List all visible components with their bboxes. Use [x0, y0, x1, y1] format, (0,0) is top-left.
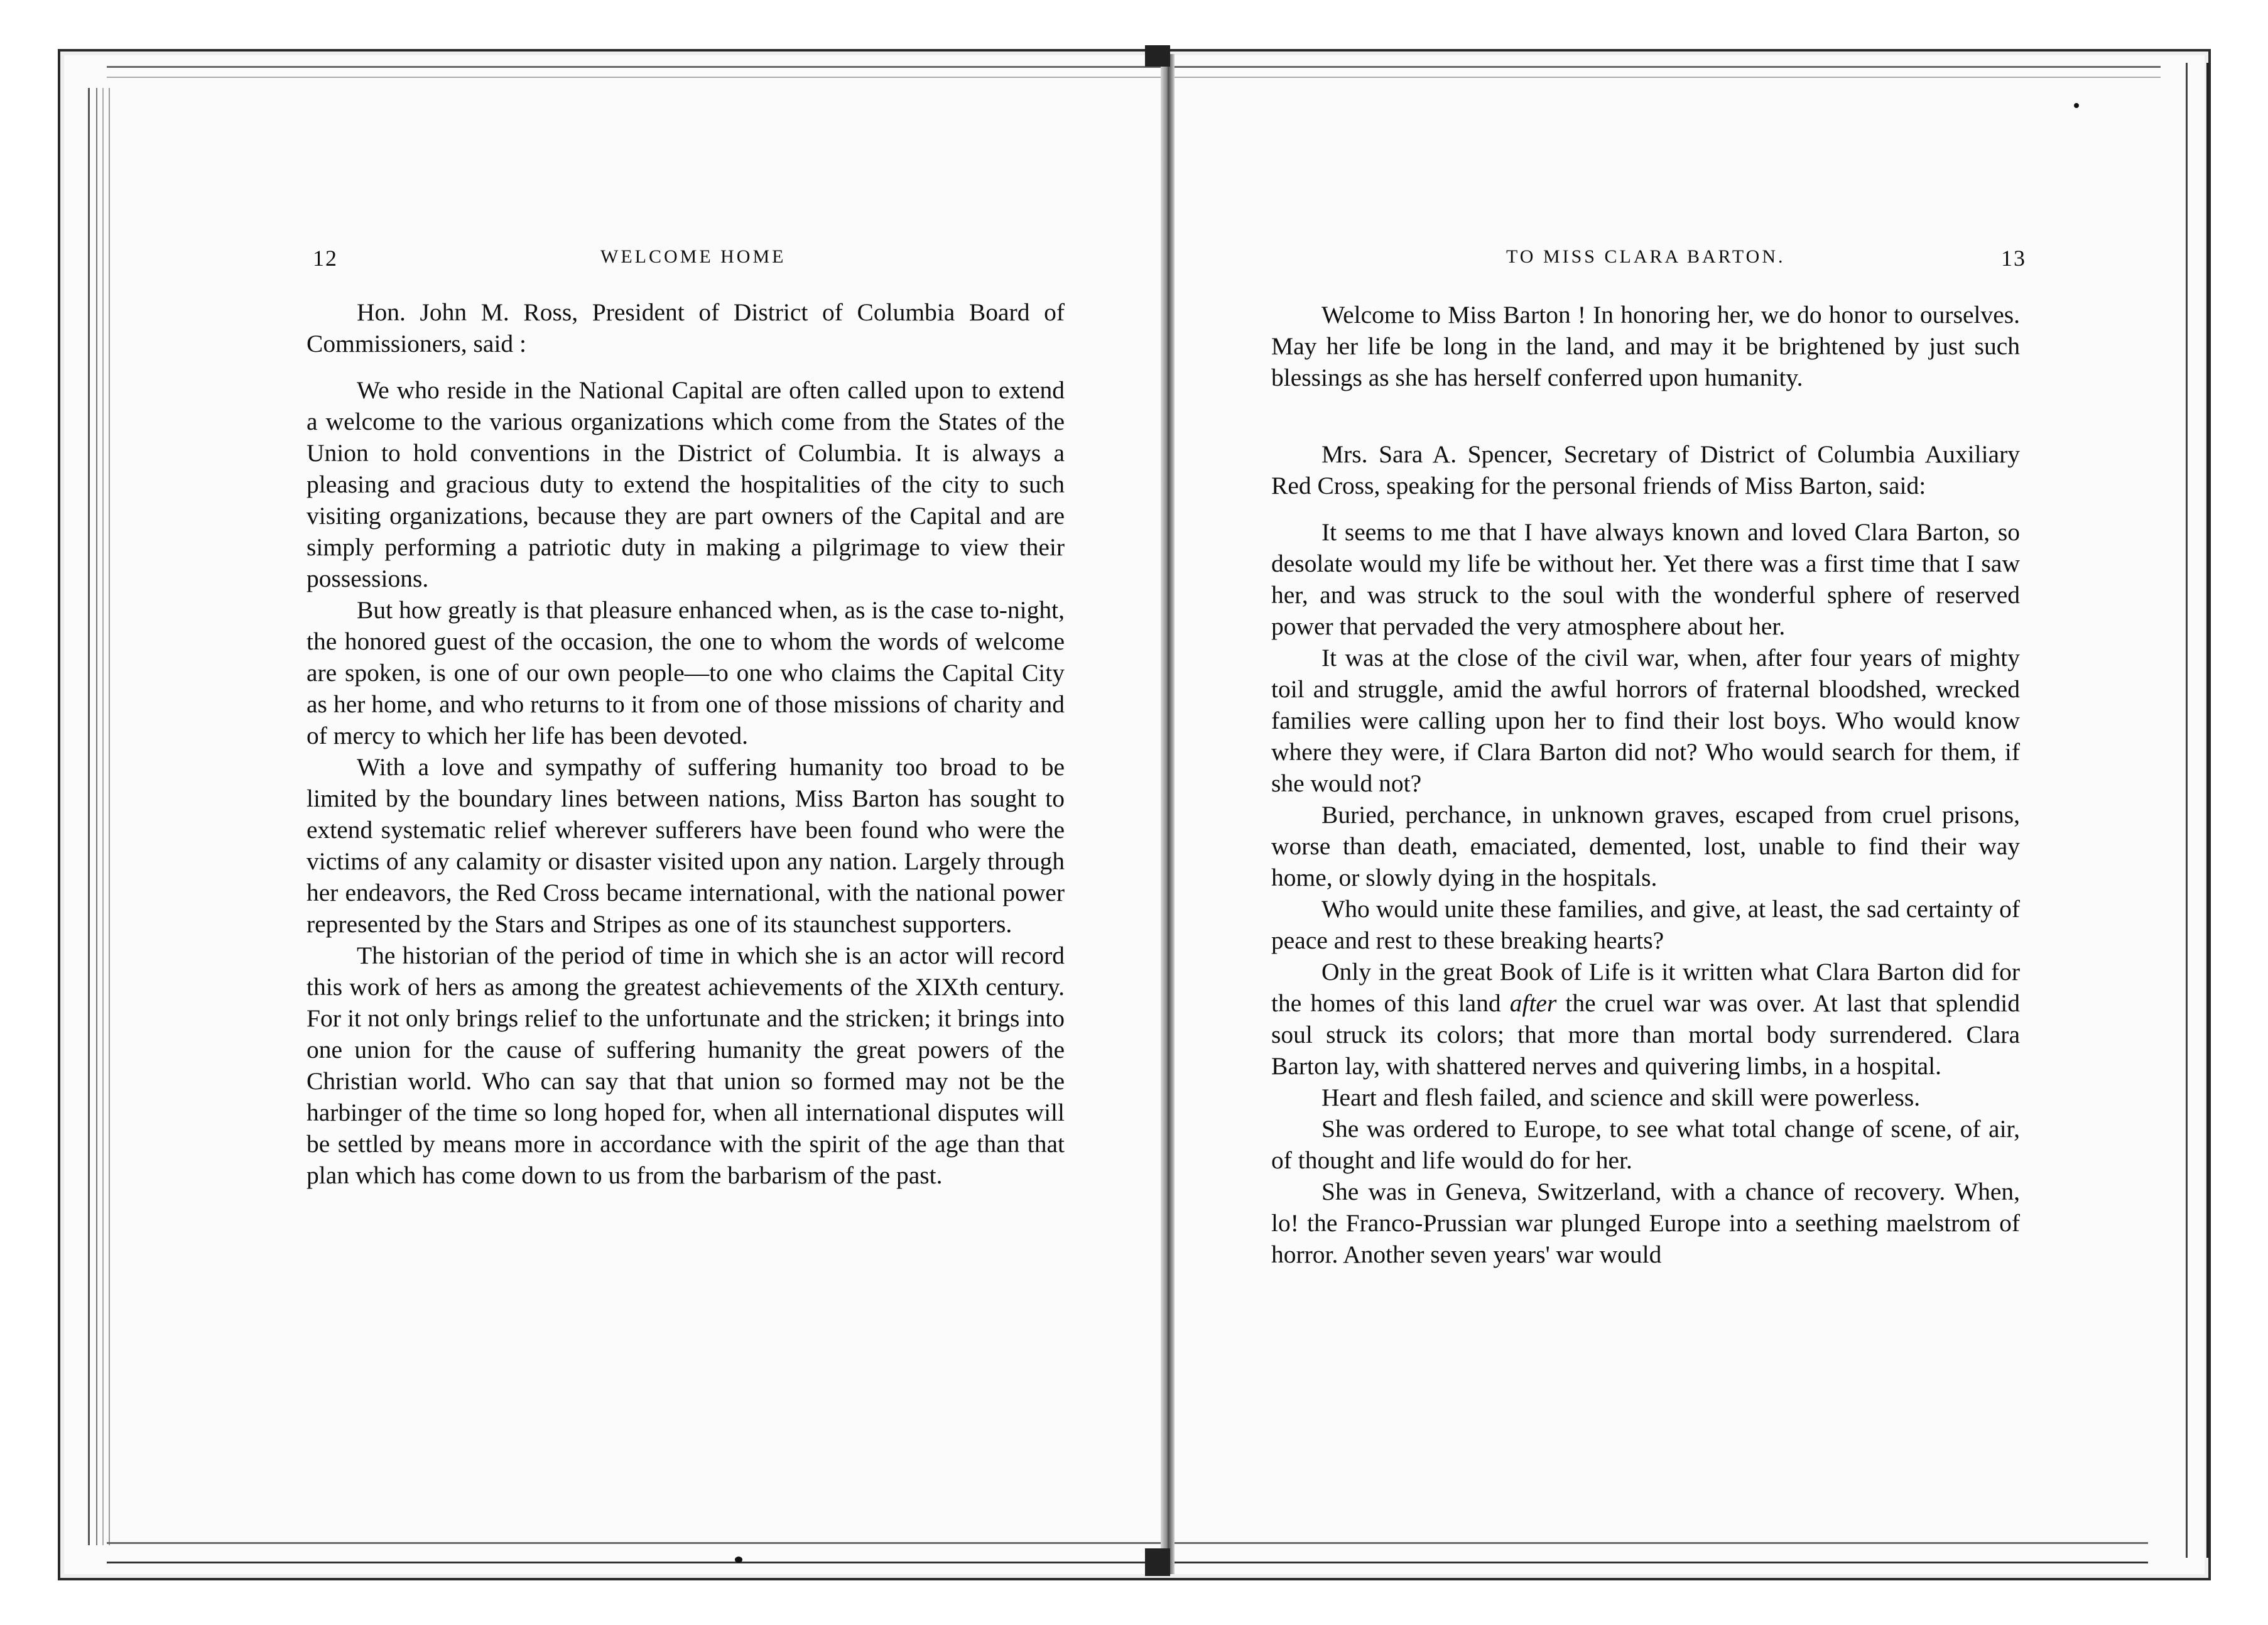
paragraph: Welcome to Miss Barton ! In honoring her, we do honor to ourselves. May her life be long in the land, and may it be brightened by just such blessings as she has herself conferred upon humanity.: [1271, 301, 2020, 391]
right-page: [1271, 245, 2026, 1270]
text-run: the cruel war was over. At last that splendid soul struck its colors; that more than mortal body surrendered. Clara Barton lay, with shattered nerves and quivering limbs, in a hospital.: [1271, 989, 2020, 1080]
gutter-bottom-mark: [1145, 1548, 1170, 1576]
paragraph: With a love and sympathy of suffering humanity too broad to be limited by the boundary lines between nations, Miss Barton has sought to extend systematic relief wherever sufferers have been found who were the victims of any calamity or disaster visited upon any nation. Largely through her endeavors, the Red Cross became international, with the national power represented by the Stars and Stripes as one of its staunchest supporters.: [307, 753, 1065, 938]
body-text: [1271, 299, 2020, 1270]
page-edges-left: [88, 88, 110, 1545]
ink-speck: [2074, 103, 2079, 108]
page-edges-bottom: [107, 1542, 2148, 1563]
page-edges-right: [2186, 63, 2209, 1558]
body-text: [307, 296, 1065, 1191]
ink-speck: [735, 1557, 742, 1563]
gutter-top-mark: [1145, 45, 1170, 67]
left-page: [307, 245, 1065, 1191]
paragraph: Buried, perchance, in unknown graves, escaped from cruel prisons, worse than death, emaciated, demented, lost, unable to find their way home, or slowly dying in the hospitals.: [1271, 801, 2020, 891]
paragraph: Who would unite these families, and give, at least, the sad certainty of peace and rest to these breaking hearts?: [1271, 895, 2020, 954]
paragraph: Mrs. Sara A. Spencer, Secretary of District of Columbia Auxiliary Red Cross, speaking for the personal friends of Miss Barton, said:: [1271, 440, 2020, 499]
paragraph: It was at the close of the civil war, when, after four years of mighty toil and struggle, amid the awful horrors of fraternal bloodshed, wrecked families were calling upon her to find their lost boys. Who would know where they were, if Clara Barton did not? Who would search for them, if she would not?: [1271, 644, 2020, 797]
running-head: [1271, 245, 2026, 283]
page-edges-top: [107, 66, 2161, 78]
page-number: 12: [313, 246, 338, 271]
text-run: Only in the great Book of Life is it written what Clara Barton did for the homes of this land: [1271, 958, 2020, 1017]
paragraph: She was in Geneva, Switzerland, with a chance of recovery. When, lo! the Franco-Prussian war plunged Europe into a seething maelstrom of horror. Another seven years' war would: [1271, 1178, 2020, 1268]
running-title: WELCOME HOME: [600, 246, 786, 267]
paragraph: She was ordered to Europe, to see what total change of scene, of air, of thought and life would do for her.: [1271, 1115, 2020, 1174]
paragraph: The historian of the period of time in which she is an actor will record this work of hers as among the greatest achievements of the XIXth century. For it not only brings relief to the unfortunate and the stricken; it brings into one union for the cause of suffering humanity the great powers of the Christian world. Who can say that that union so formed may not be the harbinger of the time so long hoped for, when all international disputes will be settled by means more in accordance with the spirit of the age than that plan which has come down to us from the barbarism of the past.: [307, 942, 1065, 1189]
paragraph: But how greatly is that pleasure enhanced when, as is the case to-night, the honored guest of the occasion, the one to whom the words of welcome are spoken, is one of our own people—to one who claims the Capital City as her home, and who returns to it from one of those missions of charity and of mercy to which her life has been devoted.: [307, 596, 1065, 749]
paragraph: We who reside in the National Capital are often called upon to extend a welcome to the various organizations which come from the States of the Union to hold conventions in the District of Columbia. It is always a pleasing and gracious duty to extend the hospitalities of the city to such visiting organizations, because they are part owners of the Capital and are simply performing a patriotic duty in making a pilgrimage to view their possessions.: [307, 376, 1065, 592]
italic-word: after: [1509, 989, 1557, 1017]
paragraph: Hon. John M. Ross, President of District of Columbia Board of Commissioners, said :: [307, 298, 1065, 357]
paragraph: [1271, 956, 2020, 1082]
paragraph: Heart and flesh failed, and science and skill were powerless.: [1321, 1084, 1921, 1111]
book-gutter: [1161, 54, 1175, 1574]
page-number: 13: [2001, 246, 2026, 271]
paragraph: It seems to me that I have always known and loved Clara Barton, so desolate would my life be without her. Yet there was a first time that I saw her, and was struck to the soul with the wonderful sphere of reserved power that pervaded the very atmosphere about her.: [1271, 518, 2020, 640]
running-title: TO MISS CLARA BARTON.: [1506, 246, 1786, 267]
running-head: [307, 245, 1065, 283]
